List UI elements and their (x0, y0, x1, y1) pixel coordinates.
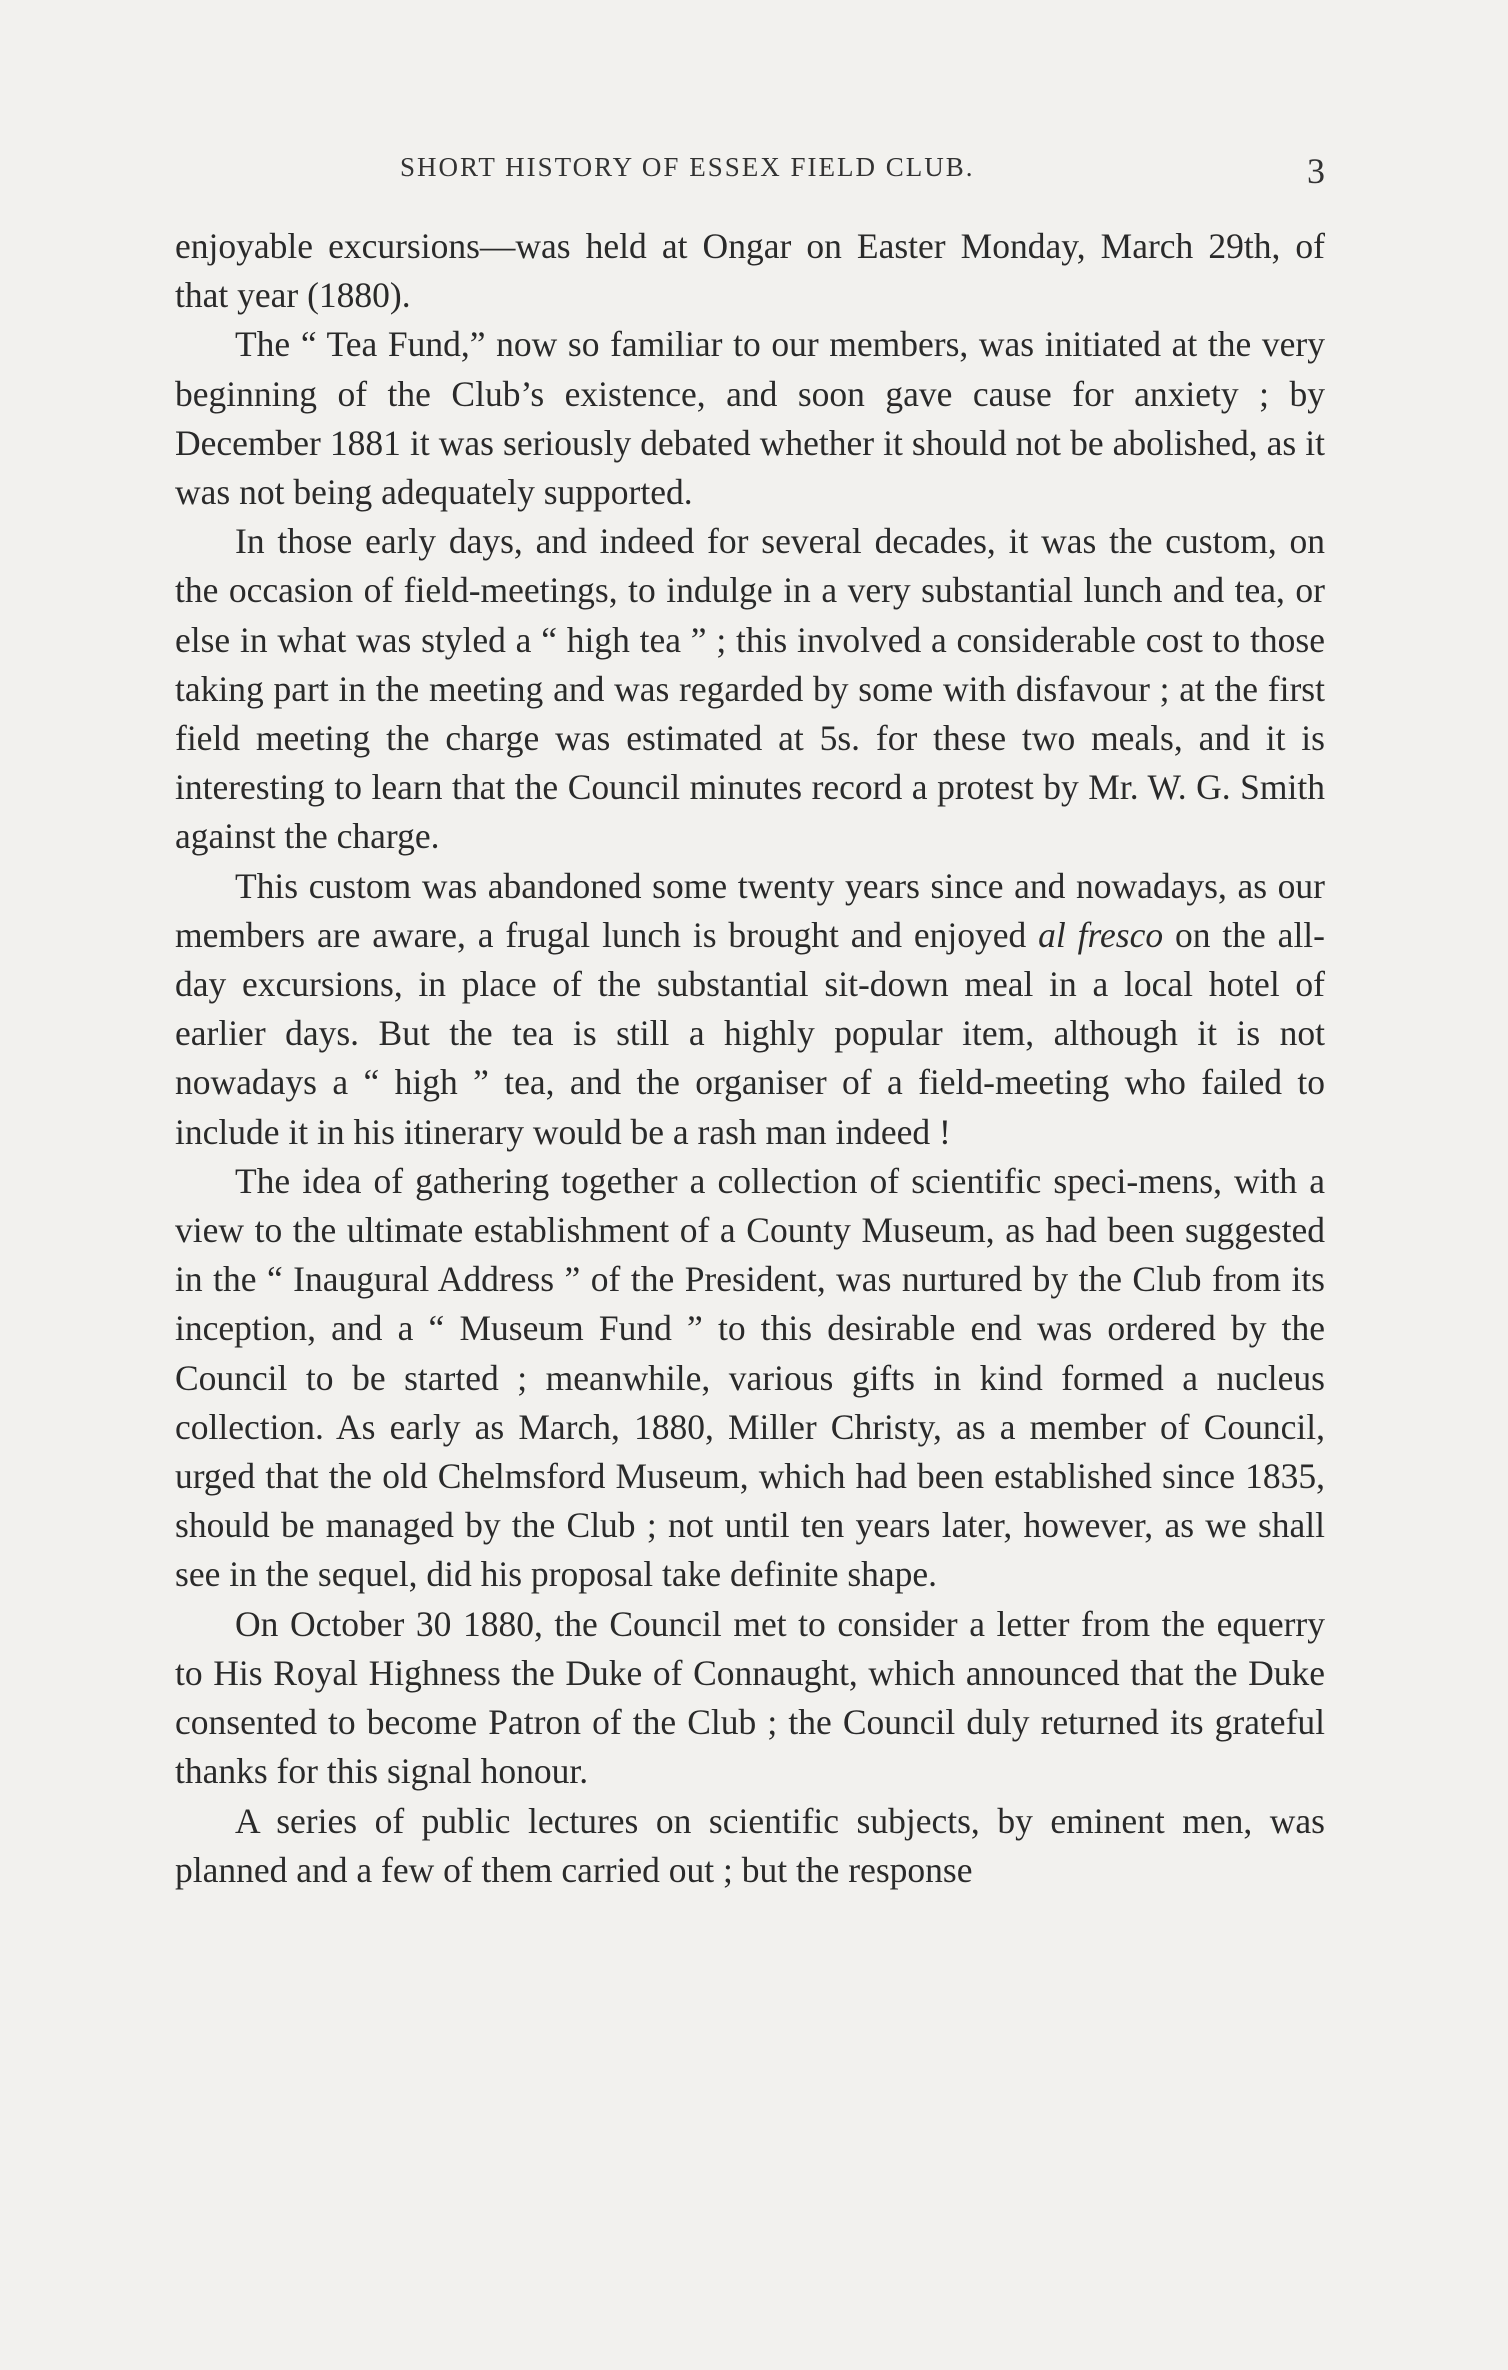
paragraph-6: On October 30 1880, the Council met to consider a letter from the equerry to His Royal Highness the Duke of Connaught, which announced that the Duke consented to become Patron of the Club ; the Council duly returned its grateful thanks for this signal honour. (175, 1603, 1325, 1792)
paragraph-4 (175, 862, 1325, 1157)
italic-phrase: al fresco (1038, 914, 1164, 955)
page-number: 3 (1307, 151, 1325, 191)
paragraph-1: enjoyable excursions—was held at Ongar on Easter Monday, March 29th, of that year (1880). (175, 226, 1325, 316)
paragraph-2: The “ Tea Fund,” now so familiar to our members, was initiated at the very beginning of the Club’s existence, and soon gave cause for anxiety ; by December 1881 it was seriously debated whether it should not be abolished, as it was not being adequately supported. (175, 324, 1325, 513)
paragraph-5: The idea of gathering together a collection of scientific speci-mens, with a view to the ultimate establishment of a County Museum, as had been suggested in the “ Inaugural Address ” of the President, was nurtured by the Club from its inception, and a “ Museum Fund ” to this desirable end was ordered by the Council to be started ; meanwhile, various gifts in kind formed a nucleus collection. As early as March, 1880, Miller Christy, as a member of Council, urged that the old Chelmsford Museum, which had been established since 1835, should be managed by the Club ; not until ten years later, however, as we shall see in the sequel, did his proposal take definite shape. (175, 1160, 1325, 1595)
paragraph-7: A series of public lectures on scientific subjects, by eminent men, was planned and a few of them carried out ; but the response (175, 1800, 1325, 1890)
paragraph-4-part-2: on the all-day excursions, in place of the substantial sit-down meal in a local hotel of earlier days. But the tea is still a highly popular item, although it is not nowadays a “ high ” tea, and the organiser of a field-meeting who failed to include it in his itinerary would be a rash man indeed ! (175, 914, 1325, 1152)
running-title: SHORT HISTORY OF ESSEX FIELD CLUB. (400, 152, 975, 182)
running-head (175, 150, 1325, 200)
paragraph-3: In those early days, and indeed for several decades, it was the custom, on the occasion of field-meetings, to indulge in a very substantial lunch and tea, or else in what was styled a “ high tea ” ; this involved a considerable cost to those taking part in the meeting and was regarded by some with disfavour ; at the first field meeting the charge was estimated at 5s. for these two meals, and it is interesting to learn that the Council minutes record a protest by Mr. W. G. Smith against the charge. (175, 521, 1325, 857)
body-text (175, 222, 1325, 1895)
paragraph-4-part-1: This custom was abandoned some twenty years since and nowadays, as our members are aware, a frugal lunch is brought and enjoyed (175, 865, 1325, 955)
